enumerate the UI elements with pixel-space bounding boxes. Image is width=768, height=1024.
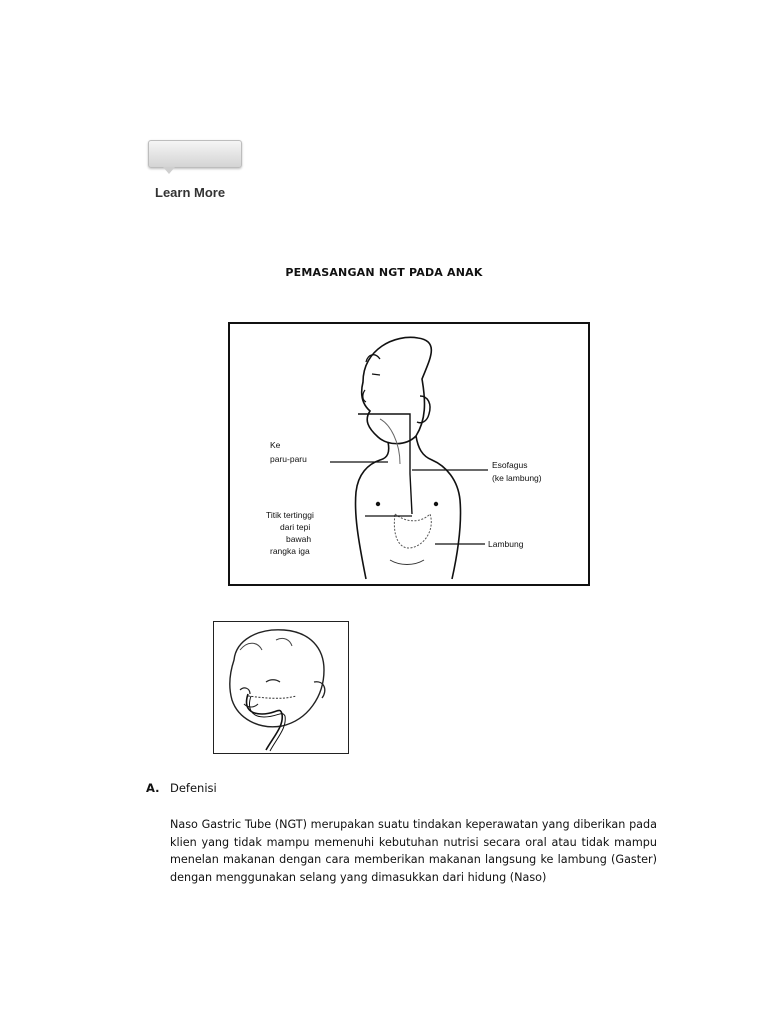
section-a-title: Defenisi: [170, 781, 217, 795]
label-paru-paru: paru-paru: [270, 454, 307, 464]
ngt-tube: [358, 414, 412, 514]
child-torso-right: [416, 436, 461, 579]
learn-more-widget[interactable]: [148, 140, 242, 200]
infant-hair-2: [276, 638, 292, 646]
label-titik-4: rangka iga: [270, 546, 310, 556]
stomach-sketch: [394, 514, 431, 548]
infant-tape: [248, 696, 296, 698]
infant-ngt-illustration: [214, 622, 348, 753]
page-title: PEMASANGAN NGT PADA ANAK: [285, 266, 483, 279]
child-head-outline: [362, 337, 432, 443]
child-abdomen-line: [390, 560, 424, 565]
infant-ngt-figure: [213, 621, 349, 754]
section-a-letter: A.: [146, 781, 160, 795]
ngt-child-anatomy-figure: [228, 322, 590, 586]
child-nipple-right: [434, 502, 438, 506]
label-lambung: Lambung: [488, 539, 524, 549]
label-titik-1: Titik tertinggi: [266, 510, 314, 520]
child-nipple-left: [376, 502, 380, 506]
section-a-heading: [146, 781, 217, 795]
section-a-paragraph: Naso Gastric Tube (NGT) merupakan suatu tindakan keperawatan yang diberikan pada klien yang tidak mampu memenuhi kebutuhan nutrisi secara oral atau tidak mampu menelan makanan dengan cara memberikan makanan langsung ke lambung (Gaster) dengan menggunakan selang yang dimasukkan dari hidung (Naso): [170, 818, 657, 884]
child-eye: [372, 374, 380, 375]
label-ke: Ke: [270, 440, 281, 450]
infant-hair: [240, 643, 262, 650]
infant-head-outline: [230, 630, 324, 727]
trachea-sketch: [380, 419, 400, 464]
label-ke-lambung: (ke lambung): [492, 473, 542, 483]
label-titik-2: dari tepi: [280, 522, 311, 532]
label-esofagus: Esofagus: [492, 460, 528, 470]
learn-more-button[interactable]: [148, 140, 242, 168]
child-nose: [363, 390, 366, 402]
infant-nose: [240, 688, 250, 694]
infant-ear: [314, 682, 325, 698]
learn-more-label[interactable]: Learn More: [155, 185, 226, 200]
label-titik-3: bawah: [286, 534, 312, 544]
infant-eye: [266, 680, 280, 682]
ngt-anatomy-illustration: [230, 324, 588, 584]
